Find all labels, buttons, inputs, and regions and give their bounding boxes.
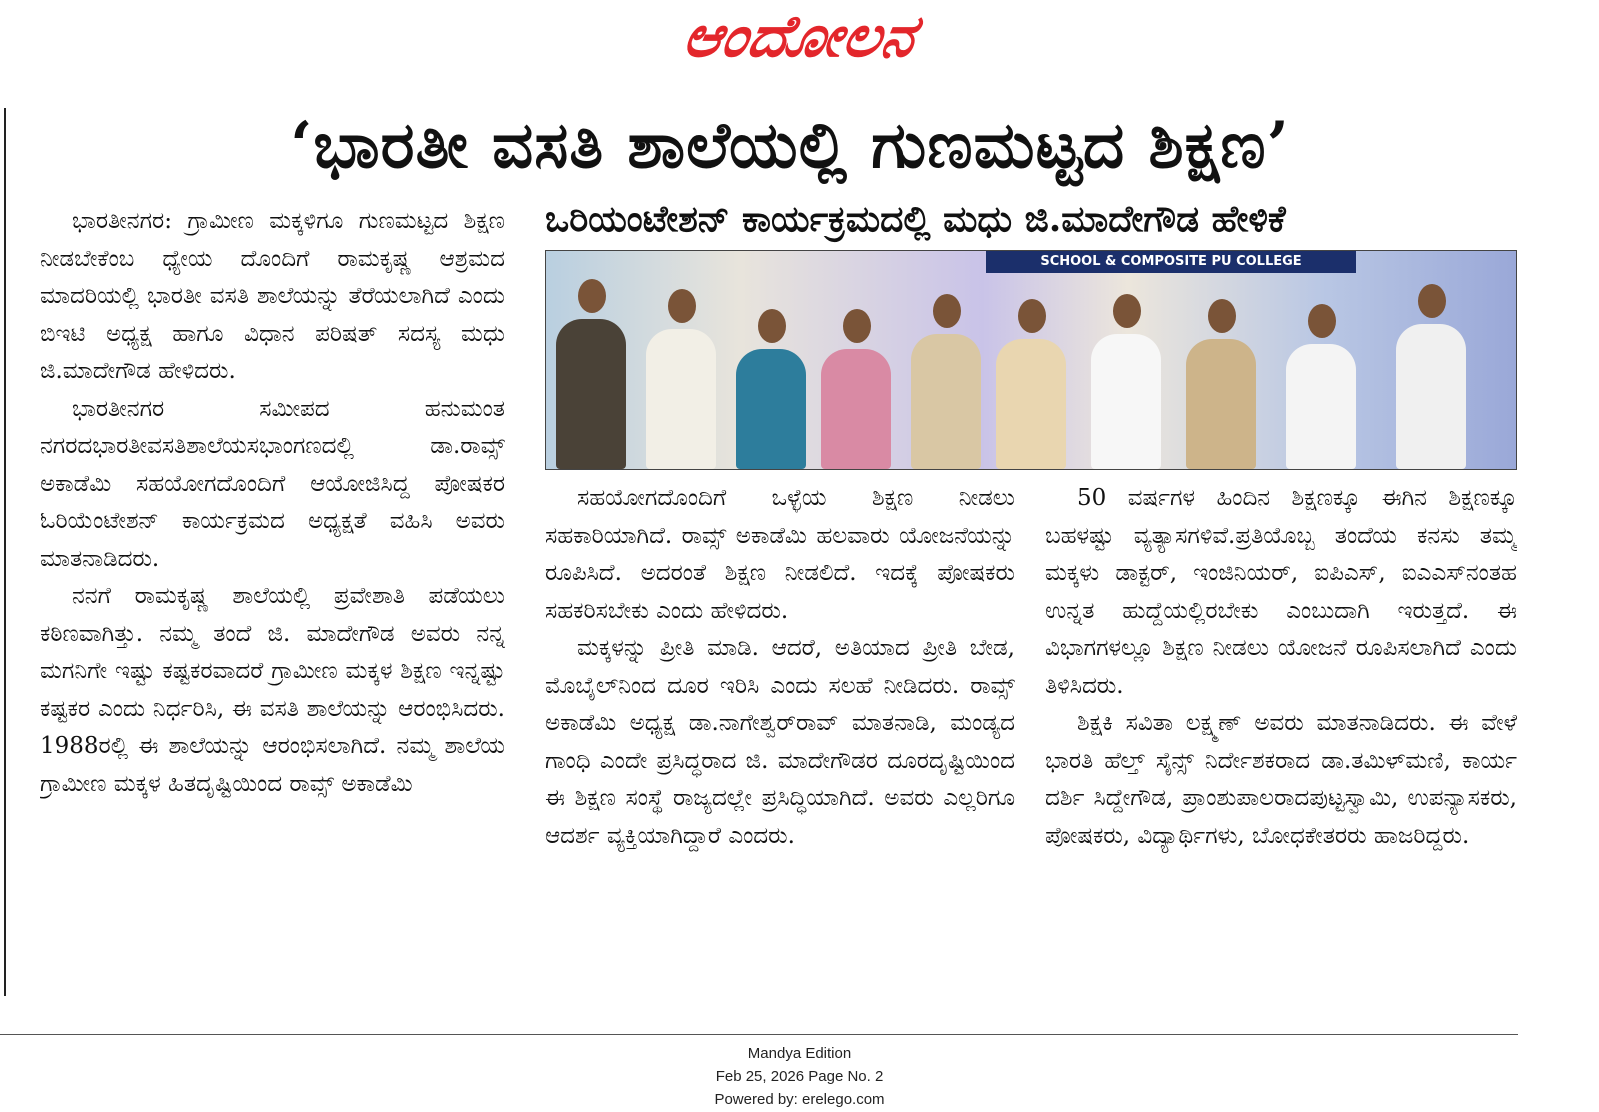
paragraph: ಭಾರತೀನಗರ ಸಮೀಪದ ಹನುಮಂತ ನಗರದಭಾರತೀವಸತಿಶಾಲೆಯಸಭಾಂಗಣದಲ್ಲಿ ಡಾ.ರಾವ್ಸ್ ಅಕಾಡೆಮಿ ಸಹಯೋಗದೊಂದಿಗೆ ಆಯೋಜಿಸಿದ್ದ ಪೋಷಕರ ಓರಿಯೆಂಟೇಶನ್ ಕಾರ್ಯಕ್ರಮದ ಅಧ್ಯಕ್ಷತೆ ವಹಿಸಿ ಅವರು ಮಾತನಾಡಿದರು. xyxy=(40,395,505,572)
footer-rule xyxy=(0,1034,1518,1035)
person-figure xyxy=(556,319,626,469)
paragraph: ಶಿಕ್ಷಕಿ ಸವಿತಾ ಲಕ್ಷ್ಮಣ್ ಅವರು ಮಾತನಾಡಿದರು. ಈ ವೇಳೆ ಭಾರತಿ ಹೆಲ್ತ್ ಸೈನ್ಸ್ ನಿರ್ದೇಶಕರಾದ ಡಾ.ತಮಿಳ್‌ಮಣಿ, ಕಾರ್ಯ ದರ್ಶಿ ಸಿದ್ದೇಗೌಡ, ಪ್ರಾಂಶುಪಾಲರಾದಪುಟ್ಟಸ್ವಾಮಿ, ಉಪನ್ಯಾಸಕರು, ಪೋಷಕರು, ವಿದ್ಯಾರ್ಥಿಗಳು, ಬೋಧಕೇತರರು ಹಾಜರಿದ್ದರು. xyxy=(1045,710,1517,849)
article-column-1 xyxy=(40,203,505,993)
paragraph: ನನಗೆ ರಾಮಕೃಷ್ಣ ಶಾಲೆಯಲ್ಲಿ ಪ್ರವೇಶಾತಿ ಪಡೆಯಲು ಕಠಿಣವಾಗಿತ್ತು. ನಮ್ಮ ತಂದೆ ಜಿ. ಮಾದೇಗೌಡ ಅವರು ನನ್ನ ಮಗನಿಗೇ ಇಷ್ಟು ಕಷ್ಟಕರವಾದರೆ ಗ್ರಾಮೀಣ ಮಕ್ಕಳ ಶಿಕ್ಷಣ ಇನ್ನಷ್ಟು ಕಷ್ಟಕರ ಎಂದು ನಿರ್ಧರಿಸಿ, ಈ ವಸತಿ ಶಾಲೆಯನ್ನು ಆರಂಭಿಸಿದರು. 1988ರಲ್ಲಿ ಈ ಶಾಲೆಯನ್ನು ಆರಂಭಿಸಲಾಗಿದೆ. ನಮ್ಮ ಶಾಲೆಯ ಗ್ರಾಮೀಣ ಮಕ್ಕಳ ಹಿತದೃಷ್ಟಿಯಿಂದ ರಾವ್ಸ್ ಅಕಾಡೆಮಿ xyxy=(40,583,505,797)
paragraph: ಭಾರತೀನಗರ: ಗ್ರಾಮೀಣ ಮಕ್ಕಳಿಗೂ ಗುಣಮಟ್ಟದ ಶಿಕ್ಷಣ ನೀಡಬೇಕೆಂಬ ಧ್ಯೇಯ ದೊಂದಿಗೆ ರಾಮಕೃಷ್ಣ ಆಶ್ರಮದ ಮಾದರಿಯಲ್ಲಿ ಭಾರತೀ ವಸತಿ ಶಾಲೆಯನ್ನು ತೆರೆಯಲಾಗಿದೆ ಎಂದು ಬಿಇಟಿ ಅಧ್ಯಕ್ಷ ಹಾಗೂ ವಿಧಾನ ಪರಿಷತ್ ಸದಸ್ಯ ಮಧು ಜಿ.ಮಾದೇಗೌಡ ಹೇಳಿದರು. xyxy=(40,208,505,384)
subheadline: ಒರಿಯಂಟೇಶನ್ ಕಾರ್ಯಕ್ರಮದಲ್ಲಿ ಮಧು ಜಿ.ಮಾದೇಗೌಡ ಹೇಳಿಕೆ xyxy=(545,198,1286,240)
headline: ‘ಭಾರತೀ ವಸತಿ ಶಾಲೆಯಲ್ಲಿ ಗುಣಮಟ್ಟದ ಶಿಕ್ಷಣ’ xyxy=(290,108,1290,183)
person-figure xyxy=(821,349,891,469)
date-page-label: Feb 25, 2026 Page No. 2 xyxy=(715,1068,884,1085)
person-figure xyxy=(1091,334,1161,469)
edition-label: Mandya Edition xyxy=(747,1045,852,1062)
newspaper-logo: ಆಂದೋಲನ xyxy=(677,2,922,70)
powered-by-label: Powered by: erelego.com xyxy=(714,1091,885,1108)
column-rule xyxy=(4,108,6,996)
paragraph: ಸಹಯೋಗದೊಂದಿಗೆ ಒಳ್ಳೆಯ ಶಿಕ್ಷಣ ನೀಡಲು ಸಹಕಾರಿಯಾಗಿದೆ. ರಾವ್ಸ್ ಅಕಾಡೆಮಿ ಹಲವಾರು ಯೋಜನೆಯನ್ನು ರೂಪಿಸಿದೆ. ಅದರಂತೆ ಶಿಕ್ಷಣ ನೀಡಲಿದೆ. ಇದಕ್ಕೆ ಪೋಷಕರು ಸಹಕರಿಸಬೇಕು ಎಂದು ಹೇಳಿದರು. xyxy=(545,485,1015,624)
person-figure xyxy=(911,334,981,469)
person-figure xyxy=(646,329,716,469)
person-figure xyxy=(736,349,806,469)
article-column-2 xyxy=(545,480,1015,998)
person-figure xyxy=(1396,324,1466,469)
person-figure xyxy=(1186,339,1256,469)
footer xyxy=(0,1042,1599,1111)
article-column-3 xyxy=(1045,480,1517,998)
photo-banner: SCHOOL & COMPOSITE PU COLLEGE xyxy=(986,251,1356,273)
event-photo xyxy=(545,250,1517,470)
masthead xyxy=(0,0,1599,80)
person-figure xyxy=(1286,344,1356,469)
paragraph: ಮಕ್ಕಳನ್ನು ಪ್ರೀತಿ ಮಾಡಿ. ಆದರೆ, ಅತಿಯಾದ ಪ್ರೀತಿ ಬೇಡ, ಮೊಬೈಲ್‌ನಿಂದ ದೂರ ಇರಿಸಿ ಎಂದು ಸಲಹೆ ನೀಡಿದರು. ರಾವ್ಸ್ ಅಕಾಡೆಮಿ ಅಧ್ಯಕ್ಷ ಡಾ.ನಾಗೇಶ್ವರ್‌ರಾವ್ ಮಾತನಾಡಿ, ಮಂಡ್ಯದ ಗಾಂಧಿ ಎಂದೇ ಪ್ರಸಿದ್ಧರಾದ ಜಿ. ಮಾದೇಗೌಡರ ದೂರದೃಷ್ಟಿಯಿಂದ ಈ ಶಿಕ್ಷಣ ಸಂಸ್ಥೆ ರಾಜ್ಯದಲ್ಲೇ ಪ್ರಸಿದ್ಧಿಯಾಗಿದೆ. ಅವರು ಎಲ್ಲರಿಗೂ ಆದರ್ಶ ವ್ಯಕ್ತಿಯಾಗಿದ್ದಾರೆ ಎಂದರು. xyxy=(545,635,1015,849)
paragraph: 50 ವರ್ಷಗಳ ಹಿಂದಿನ ಶಿಕ್ಷಣಕ್ಕೂ ಈಗಿನ ಶಿಕ್ಷಣಕ್ಕೂ ಬಹಳಷ್ಟು ವ್ಯತ್ಯಾಸಗಳಿವೆ.ಪ್ರತಿಯೊಬ್ಬ ತಂದೆಯ ಕನಸು ತಮ್ಮ ಮಕ್ಕಳು ಡಾಕ್ಟರ್, ಇಂಜಿನಿಯರ್, ಐಪಿಎಸ್, ಐಎಎಸ್‌ನಂತಹ ಉನ್ನತ ಹುದ್ದೆಯಲ್ಲಿರಬೇಕು ಎಂಬುದಾಗಿ ಇರುತ್ತದೆ. ಈ ವಿಭಾಗಗಳಲ್ಲೂ ಶಿಕ್ಷಣ ನೀಡಲು ಯೋಜನೆ ರೂಪಿಸಲಾಗಿದೆ ಎಂದು ತಿಳಿಸಿದರು. xyxy=(1045,485,1517,699)
person-figure xyxy=(996,339,1066,469)
